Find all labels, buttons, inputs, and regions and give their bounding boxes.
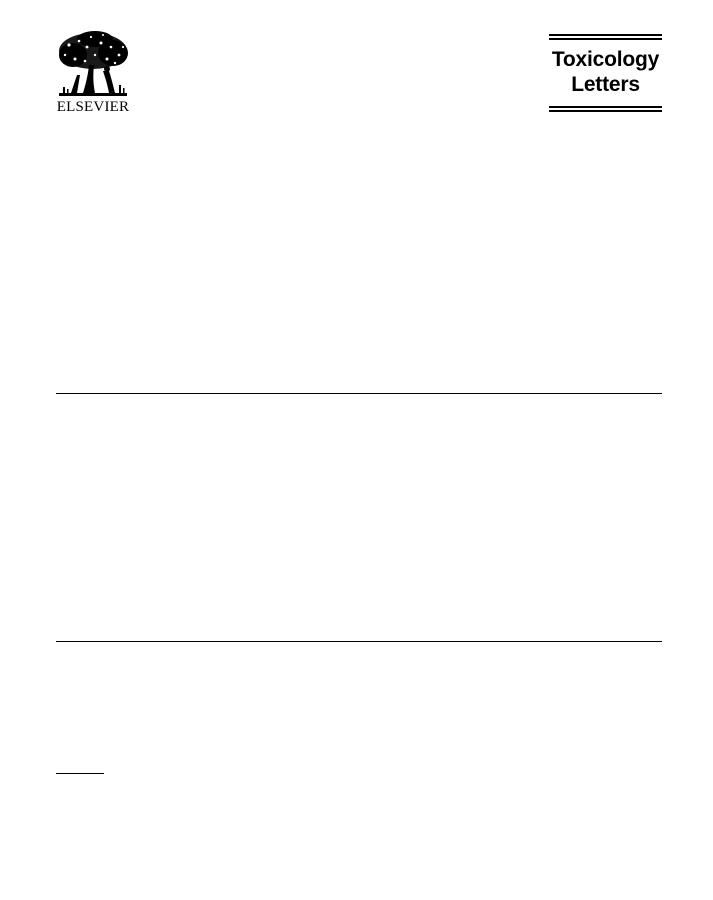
journal-title: [549, 47, 662, 97]
section-divider-top: [56, 393, 662, 394]
section-divider-bottom: [56, 641, 662, 642]
tree-scholar-icon: [55, 31, 131, 97]
journal-title-line-1: Toxicology: [551, 48, 660, 71]
masthead-top-rule: [549, 34, 662, 40]
footnote-rule: [56, 773, 104, 774]
journal-masthead: [549, 34, 662, 114]
publisher-logo: [53, 31, 133, 117]
journal-title-line-2: Letters: [571, 73, 640, 96]
publisher-name: ELSEVIER: [56, 99, 130, 115]
masthead-bottom-rule: [549, 106, 662, 112]
